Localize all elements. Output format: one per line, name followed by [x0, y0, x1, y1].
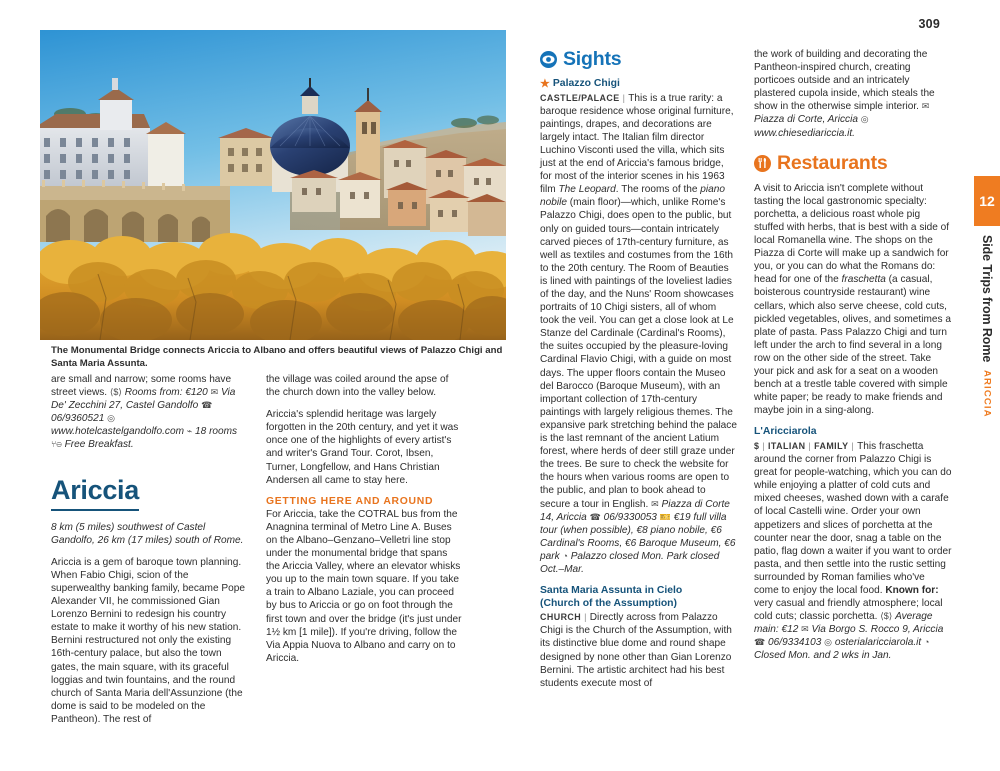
church-continuation-text: the work of building and decorating the Pantheon-inspired church, creating porticoes outside and an intricately plastered cupola inside, which steals the show in the otherwise simple interior.: [754, 49, 935, 113]
fraschetta-term: fraschetta: [841, 274, 886, 286]
family-tag: FAMILY: [814, 440, 849, 451]
known-for-label: Known for:: [885, 584, 939, 596]
hotel-website: www.hotelcastelgandolfo.com: [51, 426, 184, 438]
phone-icon: ☎: [201, 400, 213, 411]
known-for-text: very casual and friendly atmosphere; local cold cuts; classic porchetta.: [754, 598, 943, 623]
restaurant-average-main: Average main: €12: [754, 611, 933, 636]
poi-palazzo-chigi-name[interactable]: [540, 78, 738, 91]
photo-caption: The Monumental Bridge connects Ariccia to Albano and offers beautiful views of Palazzo Chigi and Santa Maria Assunta.: [51, 345, 503, 369]
intro-text-2: (a casual, boisterous countryside restaurant) wine cellars, which also serve cheese, cold cuts, pickled vegetables, olives, and sometimes a plate of pasta. Pass Palazzo Chigi and turn left under the arch to find several in a long row on the other side of the street. Take your pick and ask for a seat on a wooden bench at a trestle table covered with simple white paper; be ready to make friends and maybe join in a sing-along.: [754, 274, 951, 417]
poi-name-text: Palazzo Chigi: [552, 78, 620, 89]
chapter-number: 12: [974, 176, 1000, 226]
chapter-tab: [974, 176, 1000, 418]
sights-title: Sights: [563, 48, 622, 70]
price-icon: ⟨$⟩: [880, 611, 893, 622]
address-icon: ✉: [651, 498, 659, 509]
poi-text-1: This is a true rarity: a baroque residence whose original furniture, paintings, drapes, and decorations are largely intact. The Italian film director Luchino Visconti used the villa, which sits just at the end of Ariccia's famous bridge, for most of the interior scenes in his 1963 film: [540, 92, 734, 196]
getting-here-paragraph: For Ariccia, take the COTRAL bus from the Anagnina terminal of Metro Line A. Buses on the Albano–Genzano–Velletri line stop under the monumental bridge that spans the Ariccia Valley, where an elevator whisks you up to the main town square. If you take a train to Albano Laziale, you can proceed by bus to Ariccia or go on foot through the first town and over the bridge (it's just under 1½ km [1 mile]). If you're driving, follow the Via Appia Nuova to Albano and carry on to Ariccia.: [266, 508, 462, 664]
restaurant-description: $ | ITALIAN | FAMILY | This fraschetta around the corner from Palazzo Chigi is great for people-watching, which you can do while enjoying a platter of cold cuts and mixed cheeses, washed down with a carafe of local Castelli wine. Order your own appetizers and slices of porchetta at the counter near the door, snag a table on the patio, flag down a waiter if you want to order pasta, and then settle into the rustic setting surrounded by Roman families who've come to enjoy the local food. Known for: very casual and friendly atmosphere; local cold cuts; classic porchetta. ⟨$⟩ Average main: €12 ✉ Via Borgo S. Rocco 9, Ariccia ☎ 06/9334103 ◎ osterialaricciarola.it ◔ Closed Mon. and 2 wks in Jan.: [754, 440, 952, 662]
hotel-meal-plan: Free Breakfast.: [64, 439, 134, 451]
restaurant-name[interactable]: L'Aricciarola: [754, 426, 817, 438]
hero-photo: [40, 30, 506, 340]
phone-icon: ☎: [754, 637, 766, 648]
star-icon: ★: [540, 78, 550, 90]
poi-hours: Palazzo closed Mon. Park closed Oct.–Mar.: [540, 550, 720, 575]
column-two: [266, 373, 462, 665]
phone-icon: ☎: [589, 511, 601, 522]
poi-name-line-2: (Church of the Assumption): [540, 597, 677, 609]
poi-text: Directly across from Palazzo Chigi is the Church of the Assumption, with its distinctive blue dome and round shape designed by none other than Gian Lorenzo Bernini. The artistic architect had his best students execute most of: [540, 612, 732, 689]
poi-category: CASTLE/PALACE: [540, 92, 620, 103]
restaurants-intro-paragraph: [754, 182, 952, 418]
website-icon: ◎: [107, 413, 115, 424]
film-title: The Leopard: [558, 184, 616, 196]
eye-icon: [540, 51, 557, 68]
restaurant-hours: Closed Mon. and 2 wks in Jan.: [754, 650, 892, 662]
clock-icon: ◔: [924, 637, 930, 648]
website-icon: ◎: [824, 637, 833, 648]
chapter-tab-labels: [974, 226, 1000, 418]
sights-section-header: [540, 48, 738, 71]
hotel-continuation-text: are small and narrow; some rooms have street views.: [51, 374, 232, 399]
page-number: 309: [918, 17, 940, 31]
column-four: [754, 48, 952, 663]
price-level: $: [754, 440, 760, 451]
destination-subheading: 8 km (5 miles) southwest of Castel Gandolfo, 26 km (17 miles) south of Rome.: [51, 521, 244, 546]
hotel-price: Rooms from: €120: [124, 387, 208, 399]
website-icon: ◎: [860, 114, 869, 125]
hotel-rooms: 18 rooms: [195, 426, 238, 438]
poi-santa-maria-name[interactable]: [540, 585, 738, 610]
poi-price: €19 full villa tour (when possible), €8 piano nobile, €6 Cardinal's Rooms, €6 Baroque Museum, €6 park: [540, 511, 736, 562]
address-icon: ✉: [921, 101, 930, 112]
destination-tab-label: ARICCIA: [981, 370, 993, 418]
ticket-icon: 🎫: [659, 511, 671, 522]
poi-text-3: (main floor)—which, unlike Rome's Palazzo Chigi, does open to the public, but only on guided tours—contain intricately carved pieces of 17th-century furniture, as well as textiles and costumes from the 16th to the 20th century. The Room of Beauties is lined with paintings of the loveliest ladies of the day, and the Nuns' Room showcases portraits of 10 Chigi sisters, all of whom took the veil. You can get a close look at Le Stanze del Cardinale (Cardinal's Rooms), the suites occupied by the pleasure-loving Cardinal Flavio Chigi, with a guide on most days. The upper floors contain the Museo del Barocco (Baroque Museum), with an important collection of 17th-century paintings with largely religious themes. The expansive park stretching behind the palace is the last remnant of the ancient Latium forest, where herds of deer still graze under the trees. Be sure to check the website for the hours when various rooms are open to the public, and plan to book ahead to secure a tour in English.: [540, 197, 737, 510]
poi-address: Piazza di Corte 14, Ariccia: [540, 498, 730, 523]
church-address: Piazza di Corte, Ariccia: [754, 114, 858, 126]
poi-santa-maria-description: CHURCH | Directly across from Palazzo Chigi is the Church of the Assumption, with its distinctive blue dome and round shape designed by none other than Gian Lorenzo Bernini. The artistic architect had his best students execute most of: [540, 612, 732, 689]
church-continuation-paragraph: [754, 48, 952, 140]
restaurant-address: Via Borgo S. Rocco 9, Ariccia: [811, 624, 944, 636]
ariccia-intro-paragraph: Ariccia is a gem of baroque town planning. When Fabio Chigi, scion of the superwealthy banking family, became Pope Alexander VII, he commissioned Gian Lorenzo Bernini to redesign his country estate to make it worthy of his new station. Bernini restructured not only the existing 16th-century palace, but also the town gates, the main square, with its graceful loggias and twin fountains, and the round church of Santa Maria dell'Assunzione (the dome is said to be modeled on the Pantheon). The rest of: [51, 556, 245, 725]
clock-icon: ◔: [562, 550, 568, 561]
intro-text-1: A visit to Ariccia isn't complete without tasting the local gastronomic specialty: porchetta, a delicious roast whole pig stuffed with herbs, that is best with a side of local Romanella wine. The shops on the Piazza di Corte will make up a sandwich for you, or you can do what the Romans do: head for one of the: [754, 182, 950, 286]
intro-continuation-paragraph: the village was coiled around the apse of the church down into the valley below.: [266, 374, 449, 399]
poi-palazzo-chigi-description: CASTLE/PALACE | This is a true rarity: a baroque residence whose original furniture, paintings, drapes, and decorations are largely intact. The Italian film director Luchino Visconti used the villa, which sits just at the end of Ariccia's famous bridge, for most of the interior scenes in his 1963 film The Leopard. The rooms of the piano nobile (main floor)—which, unlike Rome's Palazzo Chigi, does open to the public, but only on guided tours—contain intricately carved pieces of 17th-century furniture, as well as textiles and costumes from the 16th to the 20th century. The Room of Beauties is lined with paintings of the loveliest ladies of the day, and the Nuns' Room showcases portraits of 10 Chigi sisters, all of whom took the veil. You can get a close look at Le Stanze del Cardinale (Cardinal's Rooms), the suites occupied by the pleasure-loving Cardinal Flavio Chigi, with a guide on most days. The upper floors contain the Museo del Barocco (Baroque Museum), with an important collection of 17th-century paintings with largely religious themes. The expansive park stretching behind the palace is the last remnant of the ancient Latium forest, where herds of deer still graze under the trees. Be sure to check the website for the hours when various rooms are open to the public, and plan to book ahead to secure a tour in English. ✉ Piazza di Corte 14, Ariccia ☎ 06/9330053 🎫 €19 full villa tour (when possible), €8 piano nobile, €6 Cardinal's Rooms, €6 Baroque Museum, €6 park ◔ Palazzo closed Mon. Park closed Oct.–Mar.: [540, 92, 737, 575]
poi-name-line-1: Santa Maria Assunta in Cielo: [540, 585, 683, 597]
hotel-address: Via De' Zecchini 27, Castel Gandolfo: [51, 387, 236, 412]
hotel-phone: 06/9360521: [51, 413, 105, 425]
fork-knife-icon: [754, 155, 771, 172]
piano-nobile-term: piano nobile: [540, 184, 725, 209]
restaurant-text: This fraschetta around the corner from Palazzo Chigi is great for people-watching, which you can do while enjoying a platter of cold cuts and mixed cheeses, washed down with a carafe of local Castelli wine. Order your own appetizers and slices of porchetta at the counter near the door, snag a table on the patio, flag down a waiter if you want to order pasta, and then settle into the rustic setting surrounded by Roman families who've come to enjoy the local food.: [754, 440, 952, 596]
restaurants-section-header: [754, 152, 952, 175]
restaurant-website: osterialaricciarola.it: [834, 637, 922, 649]
destination-heading: Ariccia: [51, 475, 139, 511]
poi-category: CHURCH: [540, 612, 582, 623]
meal-icon: ⑂⊖: [51, 439, 62, 450]
rooms-icon: ⌁: [186, 426, 193, 437]
price-icon: ⟨$⟩: [109, 387, 122, 398]
ariccia-townscape-illustration: [40, 30, 506, 340]
restaurants-title: Restaurants: [777, 151, 888, 174]
column-one: [51, 373, 247, 726]
column-three: [540, 48, 738, 690]
chapter-title: Side Trips from Rome: [980, 235, 994, 363]
getting-here-heading: GETTING HERE AND AROUND: [266, 495, 434, 507]
poi-phone: 06/9330053: [603, 511, 657, 523]
heritage-paragraph: Ariccia's splendid heritage was largely forgotten in the 20th century, and yet it was once one of the highlights of every artist's and writer's Grand Tour. Corot, Ibsen, Turner, Longfellow, and Hans Christian Andersen all came to stay here.: [266, 409, 459, 486]
cuisine-tag: ITALIAN: [767, 440, 806, 451]
restaurant-phone: 06/9334103: [768, 637, 822, 649]
hotel-continuation-paragraph: [51, 373, 247, 452]
poi-text-2: . The rooms of the: [615, 184, 701, 196]
church-website: www.chiesediariccia.it.: [754, 127, 855, 139]
address-icon: ✉: [801, 624, 809, 635]
address-icon: ✉: [210, 387, 219, 398]
